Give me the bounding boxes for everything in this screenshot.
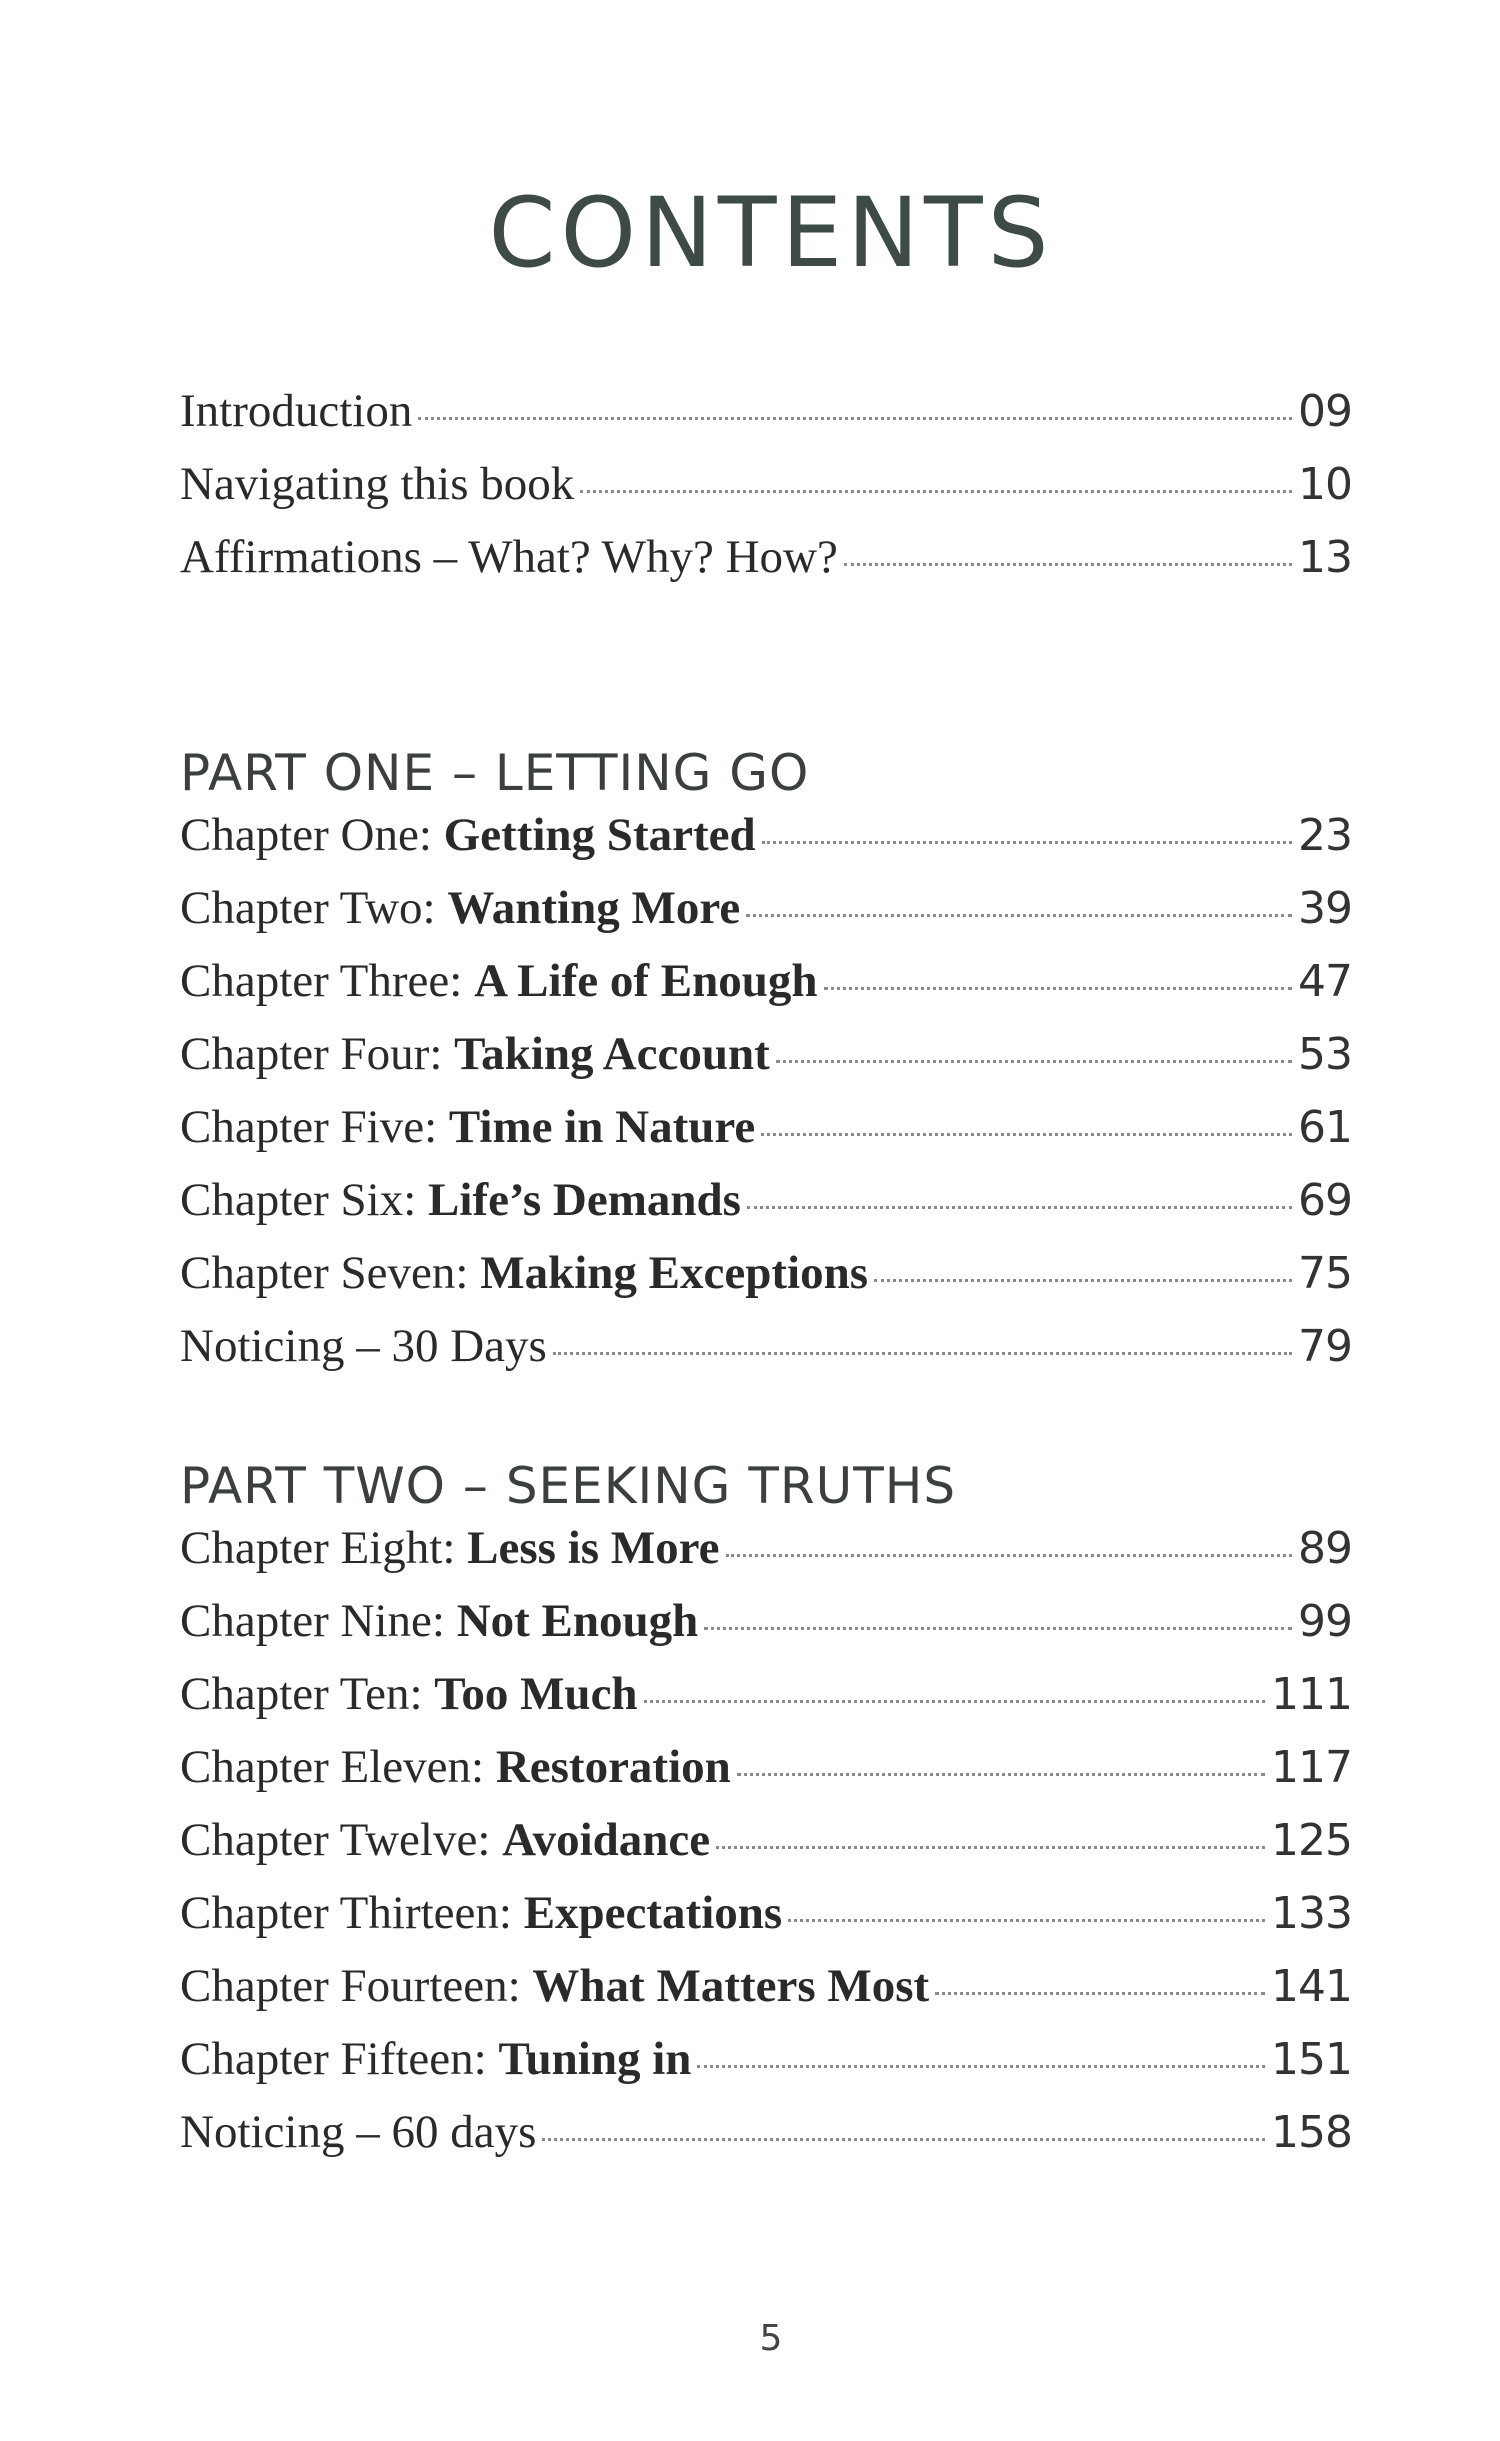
- part-two-section: [180, 1451, 1352, 2178]
- toc-entry-page: 69: [1298, 1175, 1352, 1226]
- dot-leader: [824, 987, 1292, 990]
- toc-entry-page: 141: [1271, 1961, 1352, 2012]
- toc-entry: [180, 1027, 1352, 1100]
- front-matter-list: [180, 384, 1352, 603]
- toc-entry-label: Navigating this book: [180, 458, 575, 510]
- part-heading: PART TWO – SEEKING TRUTHS: [180, 1457, 957, 1515]
- toc-entry-page: 125: [1271, 1815, 1352, 1866]
- toc-entry: [180, 530, 1352, 603]
- toc-entry: [180, 457, 1352, 530]
- dot-leader: [935, 1992, 1265, 1995]
- toc-entry: [180, 954, 1352, 1027]
- toc-entry: [180, 1521, 1352, 1594]
- toc-entry-page: 111: [1271, 1669, 1352, 1720]
- dot-leader: [726, 1554, 1292, 1557]
- toc-entry-label: Noticing – 60 days: [180, 2106, 537, 2158]
- toc-entry: [180, 2105, 1352, 2178]
- toc-entry-page: 133: [1271, 1888, 1352, 1939]
- toc-entry: [180, 1959, 1352, 2032]
- dot-leader: [704, 1627, 1292, 1630]
- toc-entry-label: Chapter Thirteen: Expectations: [180, 1887, 783, 1939]
- toc-entry: [180, 2032, 1352, 2105]
- dot-leader: [644, 1700, 1265, 1703]
- toc-entry-label: Chapter Fifteen: Tuning in: [180, 2033, 692, 2085]
- dot-leader: [762, 841, 1292, 844]
- toc-entry: [180, 1740, 1352, 1813]
- toc-entry: [180, 808, 1352, 881]
- toc-entry-label: Chapter Five: Time in Nature: [180, 1101, 756, 1153]
- toc-entry: [180, 1594, 1352, 1667]
- page-title: CONTENTS: [488, 177, 1054, 289]
- dot-leader: [737, 1773, 1265, 1776]
- toc-entry-page: 13: [1298, 532, 1352, 583]
- toc-entry: [180, 1667, 1352, 1740]
- toc-entry-page: 117: [1271, 1742, 1352, 1793]
- toc-entry: [180, 1319, 1352, 1392]
- dot-leader: [418, 417, 1292, 420]
- dot-leader: [716, 1846, 1265, 1849]
- toc-entry-page: 79: [1298, 1321, 1352, 1372]
- toc-entry-label: Chapter Two: Wanting More: [180, 882, 741, 934]
- toc-entry: [180, 384, 1352, 457]
- toc-entry-page: 99: [1298, 1596, 1352, 1647]
- dot-leader: [580, 490, 1292, 493]
- part-one-section: [180, 738, 1352, 1392]
- toc-entry-page: 09: [1298, 386, 1352, 437]
- toc-entry-label: Chapter One: Getting Started: [180, 809, 756, 861]
- toc-entry-label: Introduction: [180, 385, 413, 437]
- toc-entry-page: 23: [1298, 810, 1352, 861]
- toc-entry-label: Chapter Twelve: Avoidance: [180, 1814, 711, 1866]
- dot-leader: [553, 1352, 1292, 1355]
- toc-entry-page: 158: [1271, 2107, 1352, 2158]
- toc-entry: [180, 1100, 1352, 1173]
- toc-entry-label: Chapter Three: A Life of Enough: [180, 955, 818, 1007]
- dot-leader: [776, 1060, 1292, 1063]
- toc-entry-label: Chapter Nine: Not Enough: [180, 1595, 699, 1647]
- toc-entry-label: Chapter Fourteen: What Matters Most: [180, 1960, 930, 2012]
- toc-entry-page: 151: [1271, 2034, 1352, 2085]
- toc-entry-page: 39: [1298, 883, 1352, 934]
- toc-entry: [180, 1173, 1352, 1246]
- toc-entry: [180, 1246, 1352, 1319]
- toc-entry-page: 89: [1298, 1523, 1352, 1574]
- toc-entry-page: 75: [1298, 1248, 1352, 1299]
- toc-entry-label: Chapter Eight: Less is More: [180, 1522, 720, 1574]
- toc-entry-label: Chapter Four: Taking Account: [180, 1028, 770, 1080]
- toc-entry-page: 61: [1298, 1102, 1352, 1153]
- dot-leader: [761, 1133, 1292, 1136]
- dot-leader: [788, 1919, 1265, 1922]
- toc-entry: [180, 1813, 1352, 1886]
- toc-entry-label: Noticing – 30 Days: [180, 1320, 547, 1372]
- toc-entry-label: Affirmations – What? Why? How?: [180, 531, 838, 583]
- toc-entry-page: 47: [1298, 956, 1352, 1007]
- toc-entry: [180, 881, 1352, 954]
- toc-entry-label: Chapter Ten: Too Much: [180, 1668, 638, 1720]
- part-heading: PART ONE – LETTING GO: [180, 744, 810, 802]
- dot-leader: [844, 563, 1292, 566]
- dot-leader: [874, 1279, 1292, 1282]
- page-number: 5: [759, 2318, 783, 2359]
- toc-entry-label: Chapter Seven: Making Exceptions: [180, 1247, 868, 1299]
- dot-leader: [697, 2065, 1265, 2068]
- toc-entry-label: Chapter Six: Life’s Demands: [180, 1174, 741, 1226]
- toc-entry-label: Chapter Eleven: Restoration: [180, 1741, 731, 1793]
- toc-entry: [180, 1886, 1352, 1959]
- dot-leader: [747, 1206, 1292, 1209]
- dot-leader: [746, 914, 1292, 917]
- dot-leader: [542, 2138, 1265, 2141]
- toc-entry-page: 10: [1298, 459, 1352, 510]
- toc-entry-page: 53: [1298, 1029, 1352, 1080]
